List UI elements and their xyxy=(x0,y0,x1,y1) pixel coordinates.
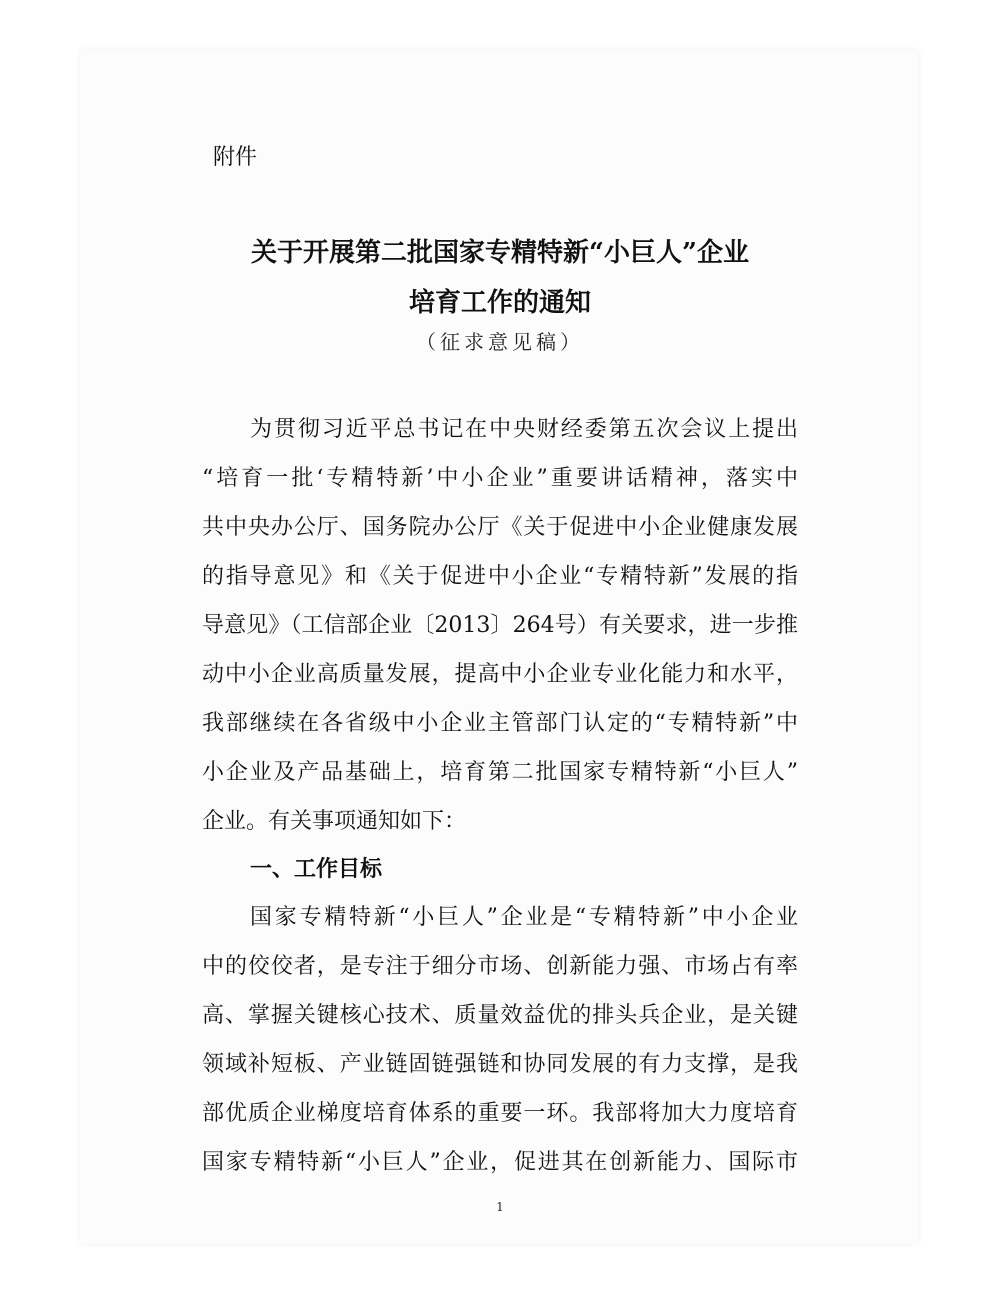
paragraph1-line: 小企业及产品基础上，培育第二批国家专精特新“小巨人” xyxy=(202,760,798,785)
document-title-line1: 关于开展第二批国家专精特新“小巨人”企业 xyxy=(251,238,749,268)
section1-heading: 一、工作目标 xyxy=(250,857,383,882)
paragraph2-line: 高、掌握关键核心技术、质量效益优的排头兵企业，是关键 xyxy=(202,1003,798,1028)
paragraph1-line: 动中小企业高质量发展，提高中小企业专业化能力和水平， xyxy=(202,662,798,687)
paragraph1-line: 的指导意见》和《关于促进中小企业“专精特新”发展的指 xyxy=(202,564,798,589)
paragraph1-line: 导意见》（工信部企业〔2013〕264号）有关要求，进一步推 xyxy=(202,613,798,638)
paragraph1-line: 我部继续在各省级中小企业主管部门认定的“专精特新”中 xyxy=(202,711,798,736)
document-subtitle: （征求意见稿） xyxy=(416,330,584,354)
paragraph2-line: 国家专精特新“小巨人”企业是“专精特新”中小企业 xyxy=(250,905,798,930)
paragraph2-line: 领域补短板、产业链固链强链和协同发展的有力支撑，是我 xyxy=(202,1052,798,1077)
attachment-label: 附件 xyxy=(213,145,258,170)
paragraph1-line: 企业。有关事项通知如下： xyxy=(202,809,467,834)
paragraph2-line: 国家专精特新“小巨人”企业，促进其在创新能力、国际市 xyxy=(202,1150,798,1175)
page-number: 1 xyxy=(496,1200,504,1214)
paragraph1-line: “培育一批‘专精特新’中小企业”重要讲话精神，落实中 xyxy=(202,466,798,491)
paragraph1-line: 为贯彻习近平总书记在中央财经委第五次会议上提出 xyxy=(250,417,798,442)
paragraph2-line: 中的佼佼者，是专注于细分市场、创新能力强、市场占有率 xyxy=(202,954,798,979)
paragraph2-line: 部优质企业梯度培育体系的重要一环。我部将加大力度培育 xyxy=(202,1101,798,1126)
document-title-line2: 培育工作的通知 xyxy=(408,288,591,318)
paragraph1-line: 共中央办公厅、国务院办公厅《关于促进中小企业健康发展 xyxy=(202,515,798,540)
